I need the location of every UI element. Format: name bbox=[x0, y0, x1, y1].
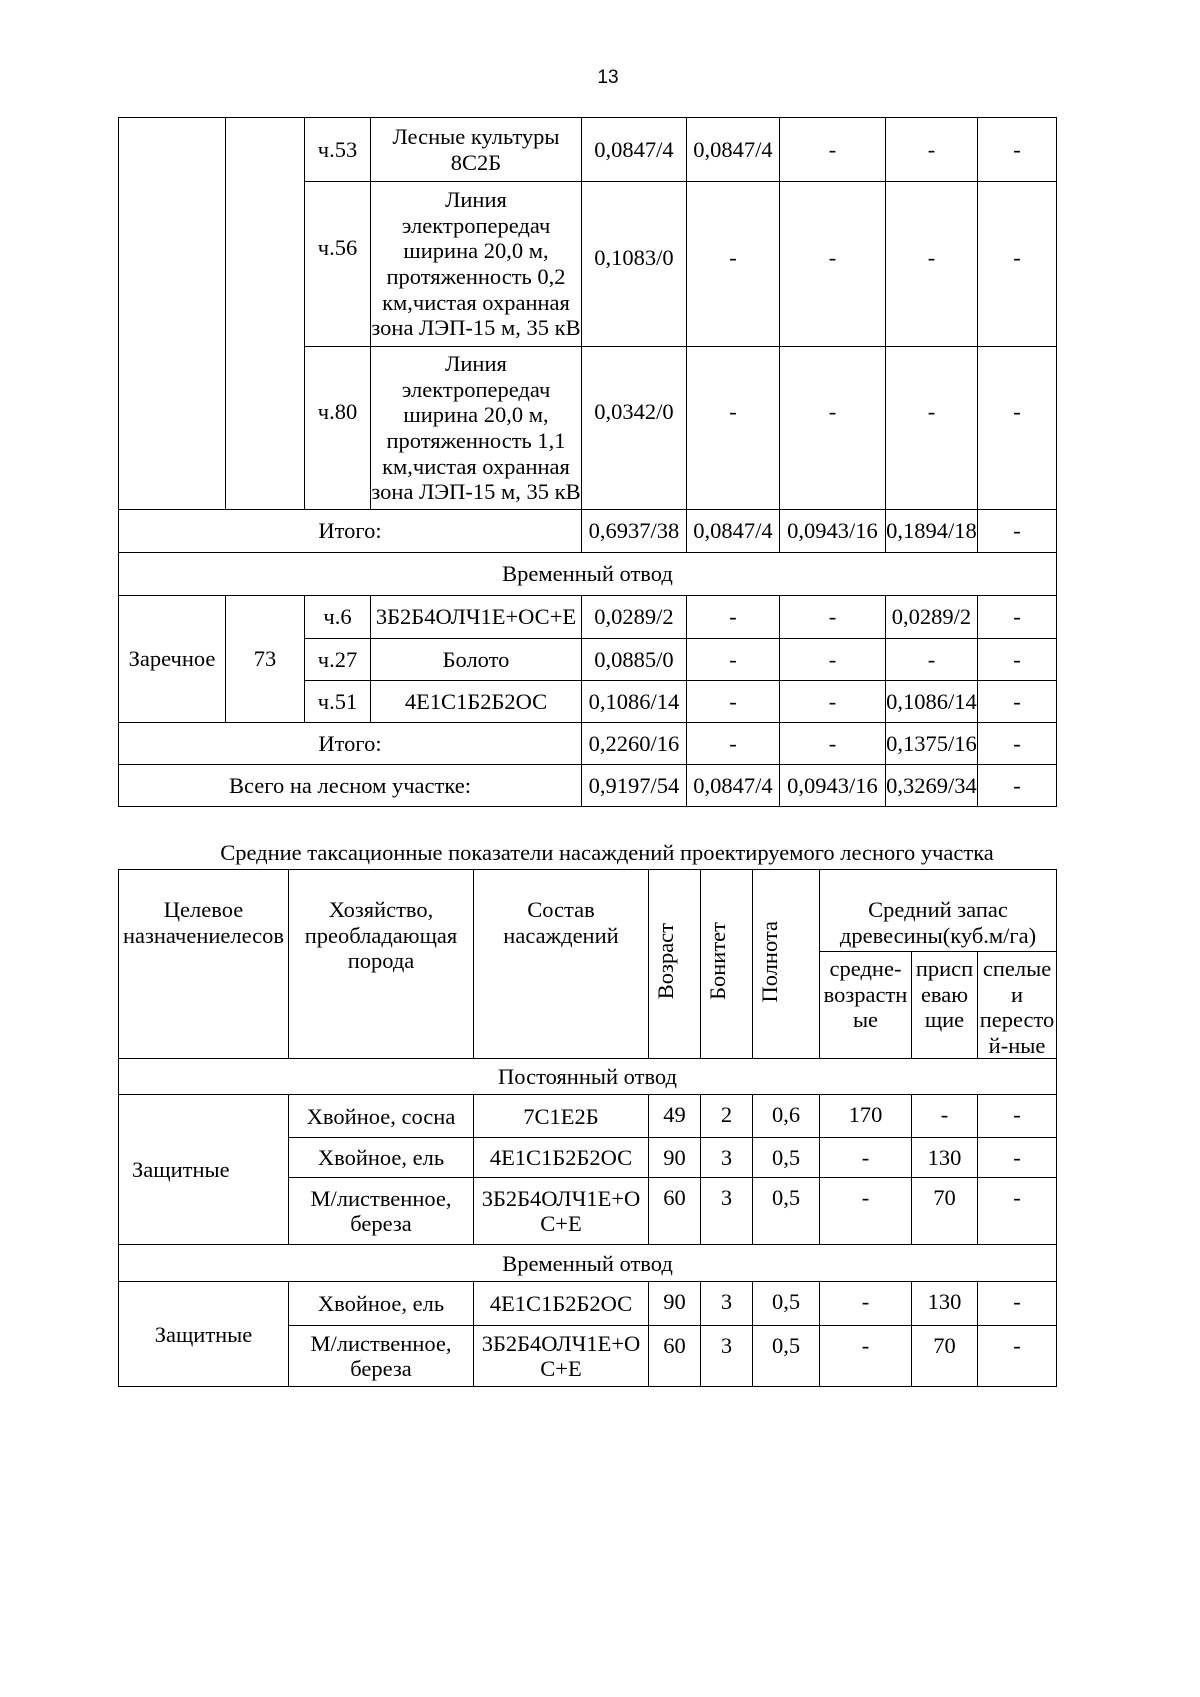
section-header-row bbox=[119, 553, 1057, 596]
land-plot-area-table bbox=[118, 117, 1057, 807]
value-cell: - bbox=[780, 596, 886, 639]
header-age bbox=[649, 870, 701, 1059]
farm-cell: Хвойное, ель bbox=[289, 1138, 474, 1178]
composition-cell bbox=[474, 1138, 649, 1178]
middle-aged-cell: 170 bbox=[820, 1095, 912, 1138]
bonitet-cell: 2 bbox=[701, 1095, 753, 1138]
part-cell: ч.80 bbox=[305, 347, 371, 510]
table-row bbox=[119, 596, 1057, 639]
subtotal-value: 0,1375/16 bbox=[886, 723, 978, 765]
value-cell: - bbox=[687, 639, 780, 681]
value-cell: 0,0289/2 bbox=[886, 596, 978, 639]
purpose-cell: Защитные bbox=[119, 1095, 289, 1245]
farm-cell: М/лиственное, береза bbox=[289, 1178, 474, 1245]
maturing-cell: 130 bbox=[912, 1138, 978, 1178]
part-cell: ч.56 bbox=[305, 182, 371, 347]
composition-text: 4Е1С1Б2Б2ОС bbox=[489, 1291, 633, 1317]
value-cell: - bbox=[687, 681, 780, 723]
middle-aged-cell: - bbox=[820, 1178, 912, 1245]
subtotal-value: 0,2260/16 bbox=[582, 723, 687, 765]
value-cell: 0,1086/14 bbox=[886, 681, 978, 723]
header-composition: Состав насаждений bbox=[474, 870, 649, 1059]
mature-cell: - bbox=[978, 1178, 1057, 1245]
maturing-cell: 70 bbox=[912, 1326, 978, 1387]
composition-cell bbox=[474, 1178, 649, 1245]
age-cell: 90 bbox=[649, 1282, 701, 1326]
age-cell: 90 bbox=[649, 1138, 701, 1178]
description-cell: Лесные культуры 8С2Б bbox=[371, 118, 582, 182]
bonitet-cell: 3 bbox=[701, 1138, 753, 1178]
section-header-row bbox=[119, 1245, 1057, 1282]
value-cell: - bbox=[780, 347, 886, 510]
mature-cell: - bbox=[978, 1326, 1057, 1387]
maturing-cell: 130 bbox=[912, 1282, 978, 1326]
section-header-row bbox=[119, 1059, 1057, 1095]
subtotal-value: 0,6937/38 bbox=[582, 510, 687, 553]
subtotal-row bbox=[119, 723, 1057, 765]
header-bonitet bbox=[701, 870, 753, 1059]
table-caption: Средние таксационные показатели насаждений проектируемого лесного участка bbox=[220, 840, 994, 865]
description-cell: 4Е1С1Б2Б2ОС bbox=[371, 681, 582, 723]
farm-cell: Хвойное, сосна bbox=[289, 1095, 474, 1138]
value-cell: - bbox=[687, 596, 780, 639]
total-value: 0,0847/4 bbox=[687, 765, 780, 807]
description-cell: 3Б2Б4ОЛЧ1Е+ОС+Е bbox=[371, 596, 582, 639]
maturing-cell: - bbox=[912, 1095, 978, 1138]
area-total-cell: 0,0289/2 bbox=[582, 596, 687, 639]
total-value: 0,9197/54 bbox=[582, 765, 687, 807]
composition-text: 7С1Е2Б bbox=[523, 1103, 599, 1129]
table-row bbox=[119, 118, 1057, 182]
header-density bbox=[753, 870, 820, 1059]
value-cell: - bbox=[886, 118, 978, 182]
value-cell: - bbox=[687, 182, 780, 347]
header-age-label: Возраст bbox=[653, 923, 678, 1000]
density-cell: 0,5 bbox=[753, 1326, 820, 1387]
mature-cell: - bbox=[978, 1282, 1057, 1326]
bonitet-cell: 3 bbox=[701, 1282, 753, 1326]
middle-aged-cell: - bbox=[820, 1326, 912, 1387]
section-title: Временный отвод bbox=[119, 1245, 1057, 1282]
value-cell: - bbox=[780, 118, 886, 182]
part-cell: ч.27 bbox=[305, 639, 371, 681]
maturing-cell: 70 bbox=[912, 1178, 978, 1245]
description-cell: Линия электропередач ширина 20,0 м, протяженность 1,1 км,чистая охранная зона ЛЭП-15 м, 35 кВ bbox=[371, 347, 582, 510]
composition-text: 4Е1С1Б2Б2ОС bbox=[489, 1145, 633, 1171]
quarter-cell: 73 bbox=[226, 596, 305, 723]
part-cell: ч.51 bbox=[305, 681, 371, 723]
table-row bbox=[119, 1095, 1057, 1138]
composition-cell bbox=[474, 1095, 649, 1138]
mature-cell: - bbox=[978, 1095, 1057, 1138]
header-purpose: Целевое назначениелесов bbox=[119, 870, 289, 1059]
composition-text: 3Б2Б4ОЛЧ1Е+ОС+Е bbox=[481, 1185, 641, 1237]
value-cell: 0,0847/4 bbox=[687, 118, 780, 182]
total-value: 0,0943/16 bbox=[780, 765, 886, 807]
bonitet-cell: 3 bbox=[701, 1178, 753, 1245]
total-value: 0,3269/34 bbox=[886, 765, 978, 807]
taxation-indicators-table bbox=[118, 869, 1057, 1387]
value-cell: - bbox=[978, 347, 1057, 510]
bonitet-cell: 3 bbox=[701, 1326, 753, 1387]
total-label: Всего на лесном участке: bbox=[119, 765, 582, 807]
composition-text: 3Б2Б4ОЛЧ1Е+ОС+Е bbox=[481, 1330, 641, 1382]
subtotal-value: 0,0847/4 bbox=[687, 510, 780, 553]
age-cell: 49 bbox=[649, 1095, 701, 1138]
area-total-cell: 0,0847/4 bbox=[582, 118, 687, 182]
density-cell: 0,5 bbox=[753, 1282, 820, 1326]
subtotal-label: Итого: bbox=[119, 723, 582, 765]
value-cell: - bbox=[780, 681, 886, 723]
page-number: 13 bbox=[597, 67, 619, 88]
middle-aged-cell: - bbox=[820, 1282, 912, 1326]
value-cell: - bbox=[886, 182, 978, 347]
value-cell: - bbox=[780, 182, 886, 347]
subtotal-row bbox=[119, 510, 1057, 553]
part-cell: ч.53 bbox=[305, 118, 371, 182]
header-mature: спелые и пересто й-ные bbox=[978, 952, 1057, 1059]
header-density-label: Полнота bbox=[757, 920, 782, 1003]
section-title: Постоянный отвод bbox=[119, 1059, 1057, 1095]
subtotal-value: 0,1894/18 bbox=[886, 510, 978, 553]
header-maturing: присп еваю щие bbox=[912, 952, 978, 1059]
age-cell: 60 bbox=[649, 1326, 701, 1387]
farm-cell: М/лиственное, береза bbox=[289, 1326, 474, 1387]
subtotal-value: - bbox=[687, 723, 780, 765]
value-cell: - bbox=[978, 182, 1057, 347]
composition-cell bbox=[474, 1282, 649, 1326]
quarter-cell bbox=[226, 118, 305, 510]
table-row bbox=[119, 1282, 1057, 1326]
middle-aged-cell: - bbox=[820, 1138, 912, 1178]
value-cell: - bbox=[978, 596, 1057, 639]
header-stock-group: Средний запас древесины(куб.м/га) bbox=[820, 870, 1057, 952]
value-cell: - bbox=[886, 639, 978, 681]
header-farm: Хозяйство, преобладающая порода bbox=[289, 870, 474, 1059]
density-cell: 0,5 bbox=[753, 1178, 820, 1245]
density-cell: 0,5 bbox=[753, 1138, 820, 1178]
section-title: Временный отвод bbox=[119, 553, 1057, 596]
forestry-cell: Заречное bbox=[119, 596, 226, 723]
header-row bbox=[119, 870, 1057, 952]
subtotal-label: Итого: bbox=[119, 510, 582, 553]
purpose-cell: Защитные bbox=[119, 1282, 289, 1387]
total-value: - bbox=[978, 765, 1057, 807]
age-cell: 60 bbox=[649, 1178, 701, 1245]
mature-cell: - bbox=[978, 1138, 1057, 1178]
header-middle-aged: средне- возрастн ые bbox=[820, 952, 912, 1059]
header-bonitet-label: Бонитет bbox=[705, 922, 730, 1001]
subtotal-value: - bbox=[978, 723, 1057, 765]
value-cell: - bbox=[886, 347, 978, 510]
value-cell: - bbox=[978, 118, 1057, 182]
value-cell: - bbox=[978, 639, 1057, 681]
area-total-cell: 0,1083/0 bbox=[582, 182, 687, 347]
subtotal-value: - bbox=[780, 723, 886, 765]
description-cell: Линия электропередач ширина 20,0 м, протяженность 0,2 км,чистая охранная зона ЛЭП-15 м, 35 кВ bbox=[371, 182, 582, 347]
part-cell: ч.6 bbox=[305, 596, 371, 639]
subtotal-value: 0,0943/16 bbox=[780, 510, 886, 553]
area-total-cell: 0,0342/0 bbox=[582, 347, 687, 510]
total-row bbox=[119, 765, 1057, 807]
composition-cell bbox=[474, 1326, 649, 1387]
value-cell: - bbox=[978, 681, 1057, 723]
value-cell: - bbox=[780, 639, 886, 681]
area-total-cell: 0,0885/0 bbox=[582, 639, 687, 681]
value-cell: - bbox=[687, 347, 780, 510]
area-total-cell: 0,1086/14 bbox=[582, 681, 687, 723]
subtotal-value: - bbox=[978, 510, 1057, 553]
description-cell: Болото bbox=[371, 639, 582, 681]
farm-cell: Хвойное, ель bbox=[289, 1282, 474, 1326]
density-cell: 0,6 bbox=[753, 1095, 820, 1138]
forestry-cell bbox=[119, 118, 226, 510]
